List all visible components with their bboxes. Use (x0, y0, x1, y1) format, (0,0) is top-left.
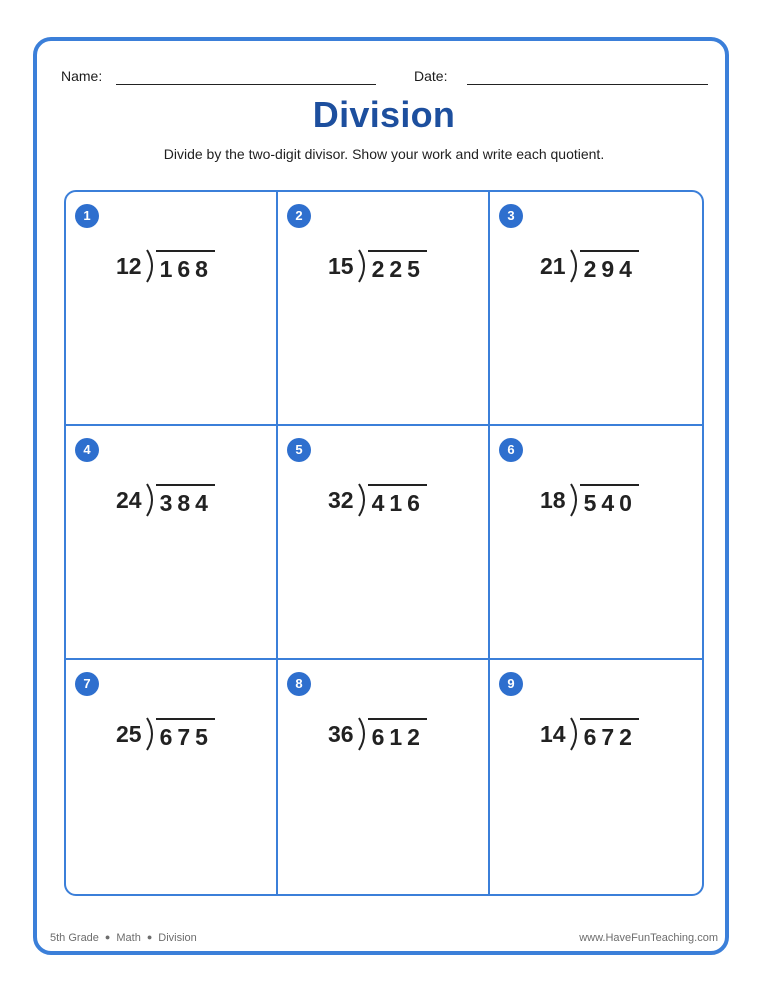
divisor: 18 (540, 486, 566, 513)
division-bracket-icon (356, 482, 368, 518)
problem-number-badge: 9 (499, 672, 523, 696)
dividend: 416 (368, 484, 427, 518)
name-field[interactable] (116, 84, 376, 85)
footer-tags (50, 932, 197, 944)
problem-grid (64, 190, 704, 896)
problem-cell[interactable] (490, 660, 702, 894)
divisor: 24 (116, 486, 142, 513)
dividend: 384 (156, 484, 215, 518)
problem-number-badge: 7 (75, 672, 99, 696)
long-division-problem (540, 716, 639, 752)
problem-cell[interactable] (66, 426, 278, 660)
date-label: Date: (414, 68, 448, 84)
division-bracket-icon (356, 716, 368, 752)
divisor: 32 (328, 486, 354, 513)
dividend: 672 (580, 718, 639, 752)
problem-cell[interactable] (66, 192, 278, 426)
header-fields (0, 68, 768, 88)
problem-cell[interactable] (278, 426, 490, 660)
divisor: 12 (116, 252, 142, 279)
long-division-problem (328, 248, 427, 284)
dividend: 540 (580, 484, 639, 518)
division-bracket-icon (568, 716, 580, 752)
long-division-problem (540, 482, 639, 518)
dividend: 168 (156, 250, 215, 284)
name-label: Name: (61, 68, 103, 84)
division-bracket-icon (144, 482, 156, 518)
divisor: 21 (540, 252, 566, 279)
problem-cell[interactable] (490, 192, 702, 426)
long-division-problem (328, 482, 427, 518)
division-bracket-icon (144, 716, 156, 752)
long-division-problem (116, 482, 215, 518)
problem-cell[interactable] (278, 660, 490, 894)
date-field[interactable] (467, 84, 708, 85)
problem-number-badge: 2 (287, 204, 311, 228)
divisor: 36 (328, 720, 354, 747)
long-division-problem (116, 716, 215, 752)
divisor: 25 (116, 720, 142, 747)
problem-number-badge: 5 (287, 438, 311, 462)
dividend: 675 (156, 718, 215, 752)
long-division-problem (116, 248, 215, 284)
long-division-problem (540, 248, 639, 284)
division-bracket-icon (568, 248, 580, 284)
problem-number-badge: 4 (75, 438, 99, 462)
long-division-problem (328, 716, 427, 752)
footer-subject: Math (116, 932, 141, 944)
division-bracket-icon (356, 248, 368, 284)
page-title: Division (312, 94, 456, 135)
bullet-icon: ● (104, 932, 111, 942)
footer-website: www.HaveFunTeaching.com (579, 932, 718, 944)
divisor: 15 (328, 252, 354, 279)
instructions: Divide by the two-digit divisor. Show your work and write each quotient. (163, 146, 605, 162)
problem-cell[interactable] (278, 192, 490, 426)
dividend: 612 (368, 718, 427, 752)
dividend: 294 (580, 250, 639, 284)
dividend: 225 (368, 250, 427, 284)
problem-cell[interactable] (490, 426, 702, 660)
problem-number-badge: 6 (499, 438, 523, 462)
division-bracket-icon (568, 482, 580, 518)
footer-grade: 5th Grade (50, 932, 99, 944)
problem-number-badge: 8 (287, 672, 311, 696)
division-bracket-icon (144, 248, 156, 284)
divisor: 14 (540, 720, 566, 747)
problem-cell[interactable] (66, 660, 278, 894)
problem-number-badge: 1 (75, 204, 99, 228)
footer-topic: Division (158, 932, 197, 944)
problem-number-badge: 3 (499, 204, 523, 228)
bullet-icon: ● (146, 932, 153, 942)
